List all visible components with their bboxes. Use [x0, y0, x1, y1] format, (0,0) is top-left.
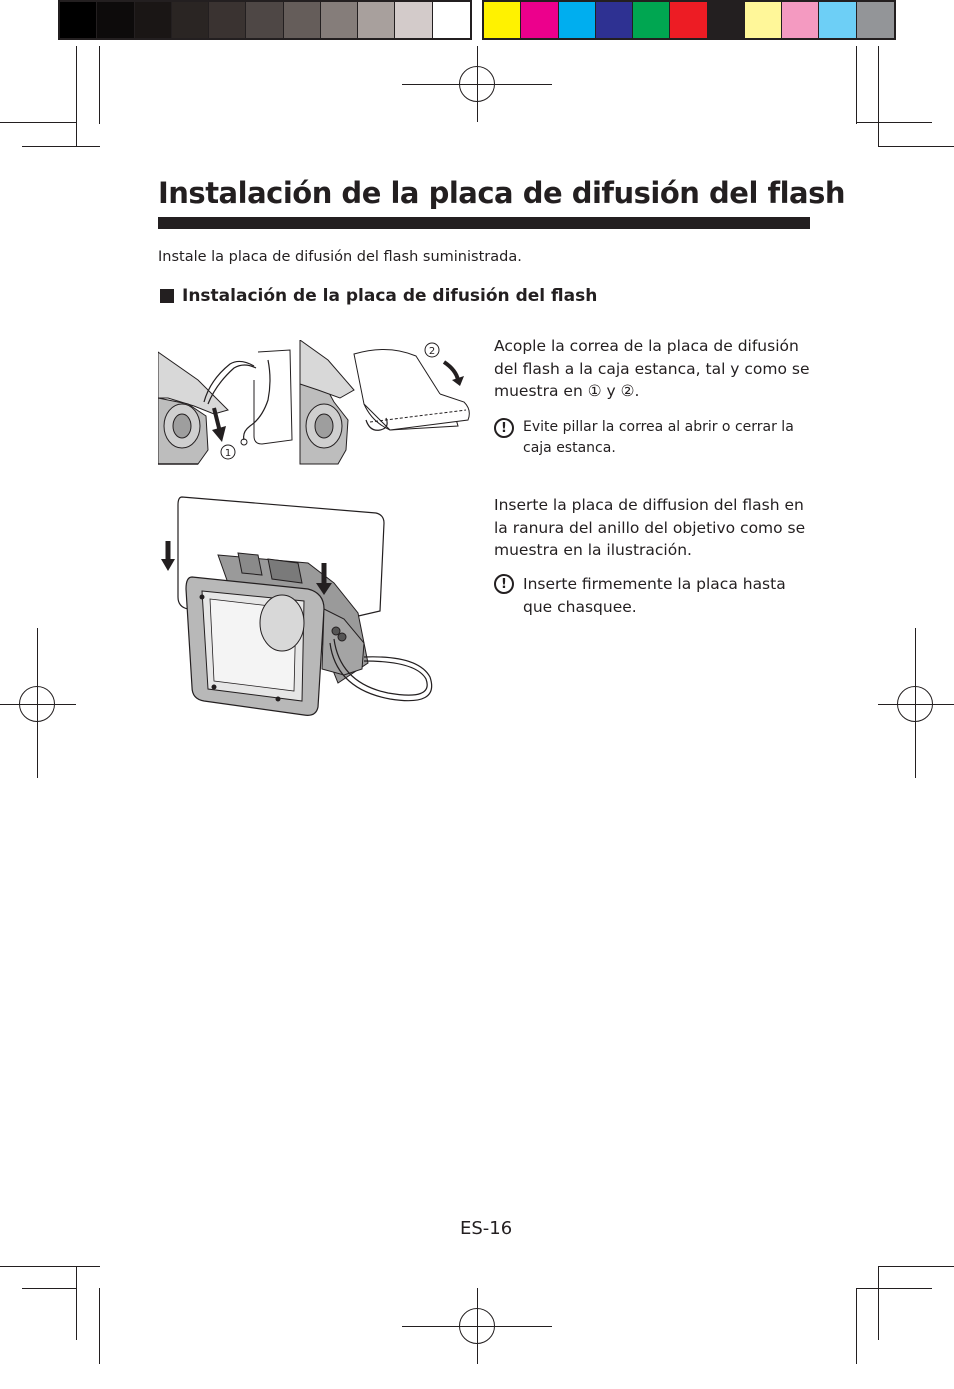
grayscale-color-bar	[58, 0, 472, 40]
color-swatch	[745, 2, 782, 38]
gray-swatch	[321, 2, 358, 38]
step1-note-text: Evite pillar la correa al abrir o cerrar la caja estanca.	[523, 419, 794, 456]
section-heading-label: Instalación de la placa de difusión del flash	[182, 286, 598, 306]
color-swatch	[559, 2, 596, 38]
color-swatch	[670, 2, 707, 38]
intro-text: Instale la placa de difusión del flash suministrada.	[158, 249, 522, 265]
step1-text: Acople la correa de la placa de difusión del flash a la caja estanca, tal y como se muestra en ① y ②.	[494, 337, 810, 400]
gray-swatch	[358, 2, 395, 38]
color-swatch	[633, 2, 670, 38]
color-swatch	[857, 2, 894, 38]
callout-2: 2	[428, 346, 436, 357]
gray-swatch	[60, 2, 97, 38]
page-title: Instalación de la placa de difusión del flash	[158, 176, 846, 210]
plate-insertion-illustration	[158, 493, 448, 723]
color-swatch	[782, 2, 819, 38]
gray-swatch	[209, 2, 246, 38]
title-rule	[158, 217, 810, 229]
process-color-bar	[482, 0, 896, 40]
callout-1: 1	[224, 448, 232, 459]
strap-step-1-panel	[158, 350, 292, 464]
strap-step-2-panel	[300, 340, 469, 464]
gray-swatch	[433, 2, 470, 38]
page-number: ES-16	[460, 1218, 513, 1239]
square-bullet-icon	[160, 289, 174, 303]
step2-note	[494, 573, 814, 618]
color-swatch	[596, 2, 633, 38]
gray-swatch	[172, 2, 209, 38]
color-swatch	[708, 2, 745, 38]
step1-note	[494, 417, 814, 459]
caution-icon: !	[494, 418, 514, 438]
caution-icon: !	[494, 574, 514, 594]
step2-note-text: Inserte firmemente la placa hasta que chasquee.	[523, 575, 786, 616]
gray-swatch	[284, 2, 321, 38]
gray-swatch	[246, 2, 283, 38]
gray-swatch	[395, 2, 432, 38]
gray-swatch	[97, 2, 134, 38]
color-swatch	[819, 2, 856, 38]
gray-swatch	[135, 2, 172, 38]
color-swatch	[521, 2, 558, 38]
strap-attachment-illustration	[158, 340, 476, 468]
section-heading	[160, 286, 597, 306]
step2-text: Inserte la placa de diffusion del flash en la ranura del anillo del objetivo como se muestra en la ilustración.	[494, 496, 806, 559]
color-swatch	[484, 2, 521, 38]
